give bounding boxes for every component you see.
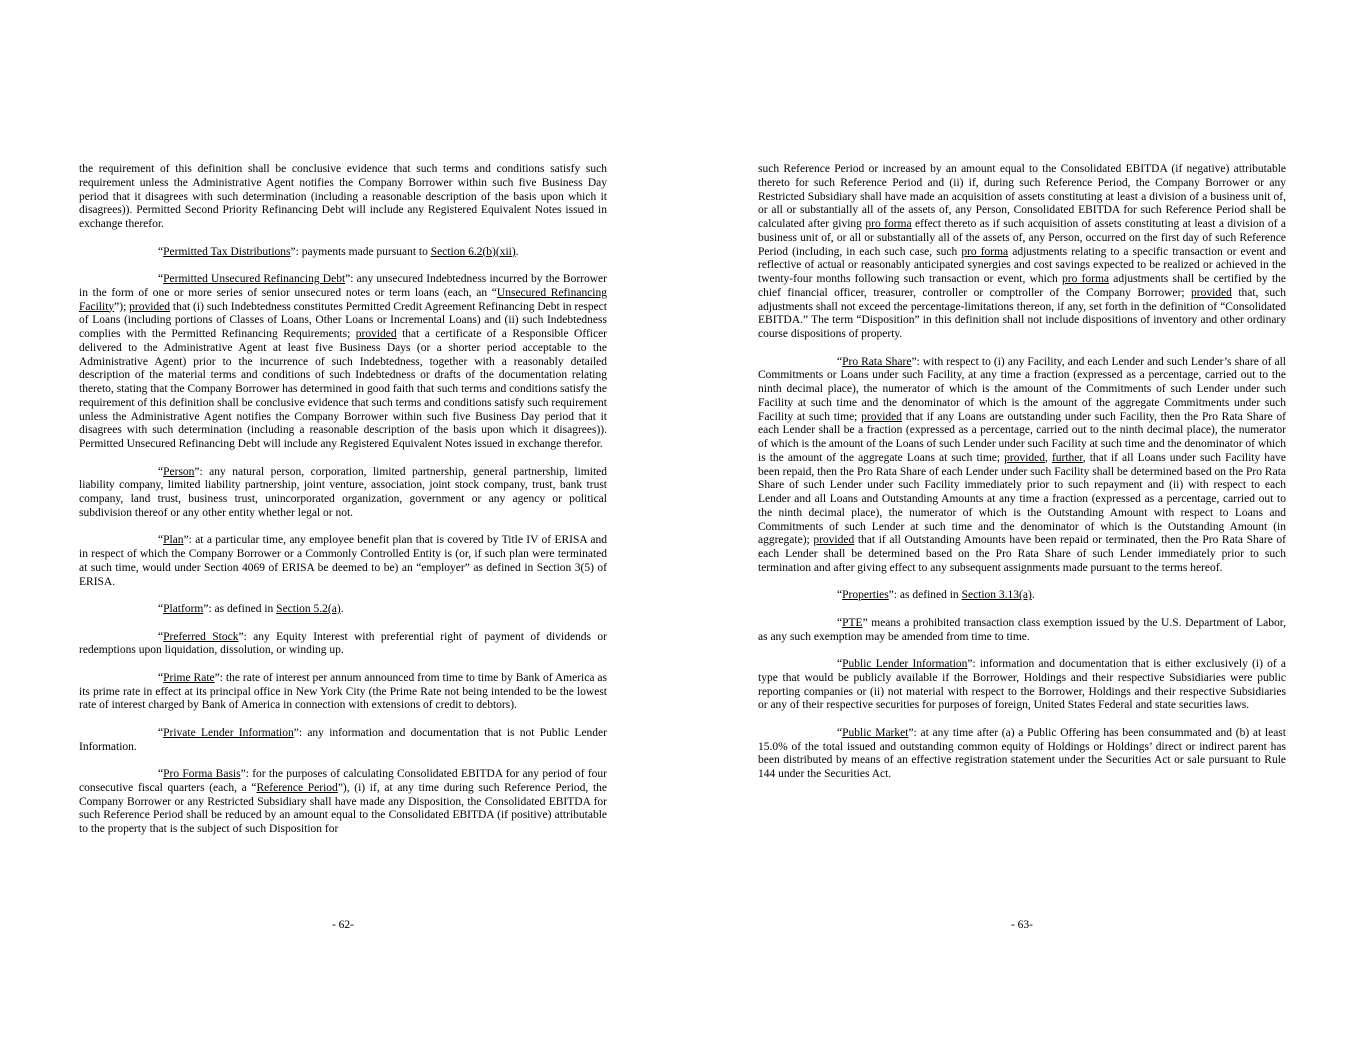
underlined-term: pro forma [961, 245, 1009, 258]
body-text: that a certificate of a Responsible Officer delivered to the Administrative Agent at least five Business Days (or a shorter period acceptable to the Administrative Agent) prior to the incurrence of such Indebtedness, together with a reasonably detailed description of the material terms and conditions of such Indebtedness or drafts of the documentation relating thereto, stating that the Company Borrower has determined in good faith that such terms and conditions satisfy the requirement of this definition shall be conclusive evidence that such terms and conditions satisfy such requirement unless the Administrative Agent notifies the Company Borrower within such five Business Day period that it disagrees with such determination (including a reasonable description of the basis upon which it disagrees)). Permitted Unsecured Refinancing Debt will include any Registered Equivalent Notes issued in exchange therefor. [79, 328, 608, 450]
underlined-term: Public Market [842, 726, 909, 739]
paragraph [758, 727, 1286, 782]
paragraph [758, 163, 1286, 342]
body-text: adjustments shall be certified by the chief financial officer, treasurer, controller or comptroller of the Company Borrower; [758, 273, 1286, 299]
page [79, 0, 607, 1055]
underlined-term: Permitted Unsecured Refinancing Debt [163, 273, 346, 285]
body-text: ”), (i) if, at any time during such Reference Period, the Company Borrower or any Restricted Subsidiary shall have made any Disposition, the Consolidated EBITDA for such Reference Period shall be reduced by an amount equal to the Consolidated EBITDA (if positive) attributable to the property that is the subject of such Disposition for [79, 781, 607, 835]
body-text: “ [837, 658, 843, 670]
underlined-term: Pro Rata Share [842, 355, 912, 368]
page-number: - 63- [1010, 919, 1034, 931]
body-text: adjustments relating to a specific transaction or event and reflective of actual or reasonably anticipated synergies and cost savings expected to be realized or achieved in the twenty-four months following such transaction or event, which [758, 245, 1286, 285]
paragraph [79, 631, 607, 659]
body-text: ”: for the purposes of calculating Consolidated EBITDA for any period of four consecutive fiscal quarters (each, a “ [79, 768, 608, 794]
underlined-term: Prime Rate [163, 671, 215, 684]
underlined-term: provided [1004, 451, 1046, 464]
body-text: , [1045, 451, 1052, 464]
underlined-term: Person [163, 465, 195, 478]
underlined-term: Permitted Tax Distributions [163, 245, 291, 258]
body-text: “ [158, 671, 164, 684]
underlined-term: Reference Period [256, 781, 338, 794]
underlined-term: provided [1191, 286, 1232, 299]
body-text: “ [158, 534, 164, 547]
body-text: ”: as defined in [888, 589, 962, 602]
paragraph [79, 727, 607, 755]
paragraph [758, 589, 1286, 603]
body-text: ”: as defined in [203, 603, 277, 615]
paragraph [79, 603, 607, 617]
paragraph [79, 466, 607, 521]
body-text: ”: information and documentation that is either exclusively (i) of a type that would be publicly available if the Borrower, Holdings and their respective Subsidiaries were public reporting companies or (ii) not material with respect to the Borrower, Holdings and their respective Subsidiaries or any of their respective securities for purposes of foreign, United States Federal and state securities laws. [758, 658, 1286, 712]
paragraph [79, 246, 607, 260]
body-text: “ [158, 768, 164, 780]
underlined-term: Section 6.2(b)(xii) [430, 245, 516, 258]
paragraph [79, 163, 607, 232]
underlined-term: Section 5.2(a) [276, 603, 341, 615]
underlined-term: Properties [842, 589, 889, 602]
body-text: ”: any natural person, corporation, limited partnership, general partnership, limited liability company, limited liability partnership, joint venture, association, joint stock company, trust, bank trust company, land trust, business trust, unincorporated organization, government or any agency or political subdivision thereof or any other entity whether legal or not. [79, 465, 607, 519]
body-text: ” means a prohibited transaction class exemption issued by the U.S. Department of Labor, as any such exemption may be amended from time to time. [758, 616, 1286, 643]
body-text: “ [837, 355, 843, 368]
underlined-term: PTE [842, 616, 863, 629]
page [758, 0, 1286, 1055]
underlined-term: Public Lender Information [842, 658, 968, 670]
body-text: the requirement of this definition shall be conclusive evidence that such terms and conditions satisfy such requirement unless the Administrative Agent notifies the Company Borrower within such five Business Day period that it disagrees with such determination (including a reasonable description of the basis upon which it disagrees)). Permitted Second Priority Refinancing Debt will include any Registered Equivalent Notes issued in exchange therefor. [79, 163, 607, 230]
paragraph [79, 273, 607, 452]
paragraph [758, 617, 1286, 645]
body-text: “ [158, 273, 164, 285]
body-text: . [515, 245, 519, 258]
body-text: that (i) such Indebtedness constitutes Permitted Credit Agreement Refinancing Debt in respect of Loans (including portions of Classes of Loans, Other Loans or Incremental Loans) and (ii) such Indebtedness complies with the Permitted Refinancing Requirements; [79, 300, 607, 340]
body-text: “ [158, 603, 164, 615]
body-text: ”: any information and documentation that is not Public Lender Information. [79, 726, 607, 753]
paragraph [79, 534, 607, 589]
underlined-term: Platform [163, 603, 204, 615]
body-text: that if all Outstanding Amounts have been repaid or terminated, then the Pro Rata Share of each Lender shall be determined based on the Pro Rata Share of such Lender immediately prior to such termination and after giving effect to any subsequent assignments made pursuant to the terms hereof. [758, 534, 1287, 574]
underlined-term: provided [813, 534, 855, 547]
body-text: “ [837, 589, 843, 602]
paragraph [79, 768, 607, 837]
body-text: “ [837, 616, 843, 629]
underlined-term: provided [861, 410, 903, 423]
body-text: ”); [114, 300, 130, 313]
paragraph [758, 356, 1286, 576]
underlined-term: Private Lender Information [163, 726, 294, 739]
body-text: that, such adjustments shall not exceed the percentage-limitations thereon, if any, set forth in the definition of “Consolidated EBITDA.” The term “Disposition” in this definition shall not include dispositions of inventory and other ordinary course dispositions of property. [758, 286, 1286, 340]
underlined-term: pro forma [1061, 273, 1110, 285]
underlined-term: further [1051, 451, 1083, 464]
underlined-term: Section 3.13(a) [961, 589, 1032, 602]
underlined-term: Unsecured Refinancing Facility [79, 286, 607, 313]
body-text: ”: the rate of interest per annum announced from time to time by Bank of America as its prime rate in effect at its principal office in New York City (the Prime Rate not being intended to be the lowest rate of interest charged by Bank of America in connection with extensions of credit to debtors). [79, 671, 607, 712]
body-text: “ [158, 630, 164, 643]
body-text: ”: any unsecured Indebtedness incurred by the Borrower in the form of one or more series of senior unsecured notes or term loans (each, an “ [79, 273, 607, 299]
body-text: such Reference Period or increased by an amount equal to the Consolidated EBITDA (if negative) attributable thereto for such Reference Period and (ii) if, during such Reference Period, the Company Borrower or any Restricted Subsidiary shall have made an acquisition of assets constituting at least a division of a business unit of, or all or substantially all of the assets of, any Person, Consolidated EBITDA for such Reference Period shall be calculated after giving [758, 163, 1286, 230]
page-content [758, 0, 1286, 782]
body-text: “ [158, 465, 164, 478]
paragraph [79, 672, 607, 713]
body-text: ”: payments made pursuant to [290, 245, 431, 258]
body-text: “ [158, 245, 164, 258]
body-text: , that if all Loans under such Facility have been repaid, then the Pro Rata Share of each Lender under such Facility shall be determined based on the Pro Rata Share of such Lender under such Facility immediately prior to such repayment and (ii) with respect to each Lender and all Loans and Outstanding Amounts at any time a fraction (expressed as a percentage, carried out to the ninth decimal place), the numerator of which is the Outstanding Amount with respect to Loans and Commitments of such Lender at such time and the denominator of which is the Outstanding Amount (in aggregate); [758, 451, 1286, 547]
body-text: ”: any Equity Interest with preferential right of payment of dividends or redemptions upon liquidation, dissolution, or winding up. [79, 630, 607, 657]
body-text: effect thereto as if such acquisition of assets constituting at least a division of a business unit of, or all or substantially all of the assets of, any Person, occurred on the first day of such Reference Period (including, in each such case, such [758, 218, 1286, 258]
body-text: “ [837, 726, 843, 739]
underlined-term: Preferred Stock [163, 630, 239, 643]
body-text: ”: at any time after (a) a Public Offering has been consummated and (b) at least 15.0% of the total issued and outstanding common equity of Holdings or Holdings’ direct or indirect parent has been distributed by means of an effective registration statement under the Securities Act or sale pursuant to Rule 144 under the Securities Act. [758, 726, 1286, 780]
underlined-term: pro forma [865, 218, 912, 230]
page-content [79, 0, 607, 837]
body-text: . [1031, 589, 1035, 602]
underlined-term: provided [129, 300, 171, 313]
body-text: “ [158, 726, 164, 739]
body-text: ”: at a particular time, any employee benefit plan that is covered by Title IV of ERISA and in respect of which the Company Borrower or a Commonly Controlled Entity is (or, if such plan were terminated at such time, would under Section 4069 of ERISA be deemed to be) an “employer” as defined in Section 3(5) of ERISA. [79, 534, 607, 588]
body-text: . [340, 603, 344, 615]
paragraph [758, 658, 1286, 713]
page-number: - 62- [331, 919, 355, 931]
underlined-term: Plan [163, 534, 184, 547]
body-text: ”: with respect to (i) any Facility, and each Lender and such Lender’s share of all Commitments or Loans under such Facility, at any time a fraction (expressed as a percentage, carried out to the ninth decimal place), the numerator of which is the amount of the Commitments of such Lender under such Facility at such time and the denominator of which is the amount of the aggregate Commitments under such Facility at such time; [758, 355, 1286, 423]
body-text: that if any Loans are outstanding under such Facility, then the Pro Rata Share of each Lender shall be a fraction (expressed as a percentage, carried out to the ninth decimal place), the numerator of which is the amount of the Loans of such Lender under such Facility at such time and the denominator of which is the amount of the aggregate Loans at such time; [758, 410, 1286, 464]
underlined-term: Pro Forma Basis [163, 768, 241, 780]
underlined-term: provided [355, 328, 397, 340]
